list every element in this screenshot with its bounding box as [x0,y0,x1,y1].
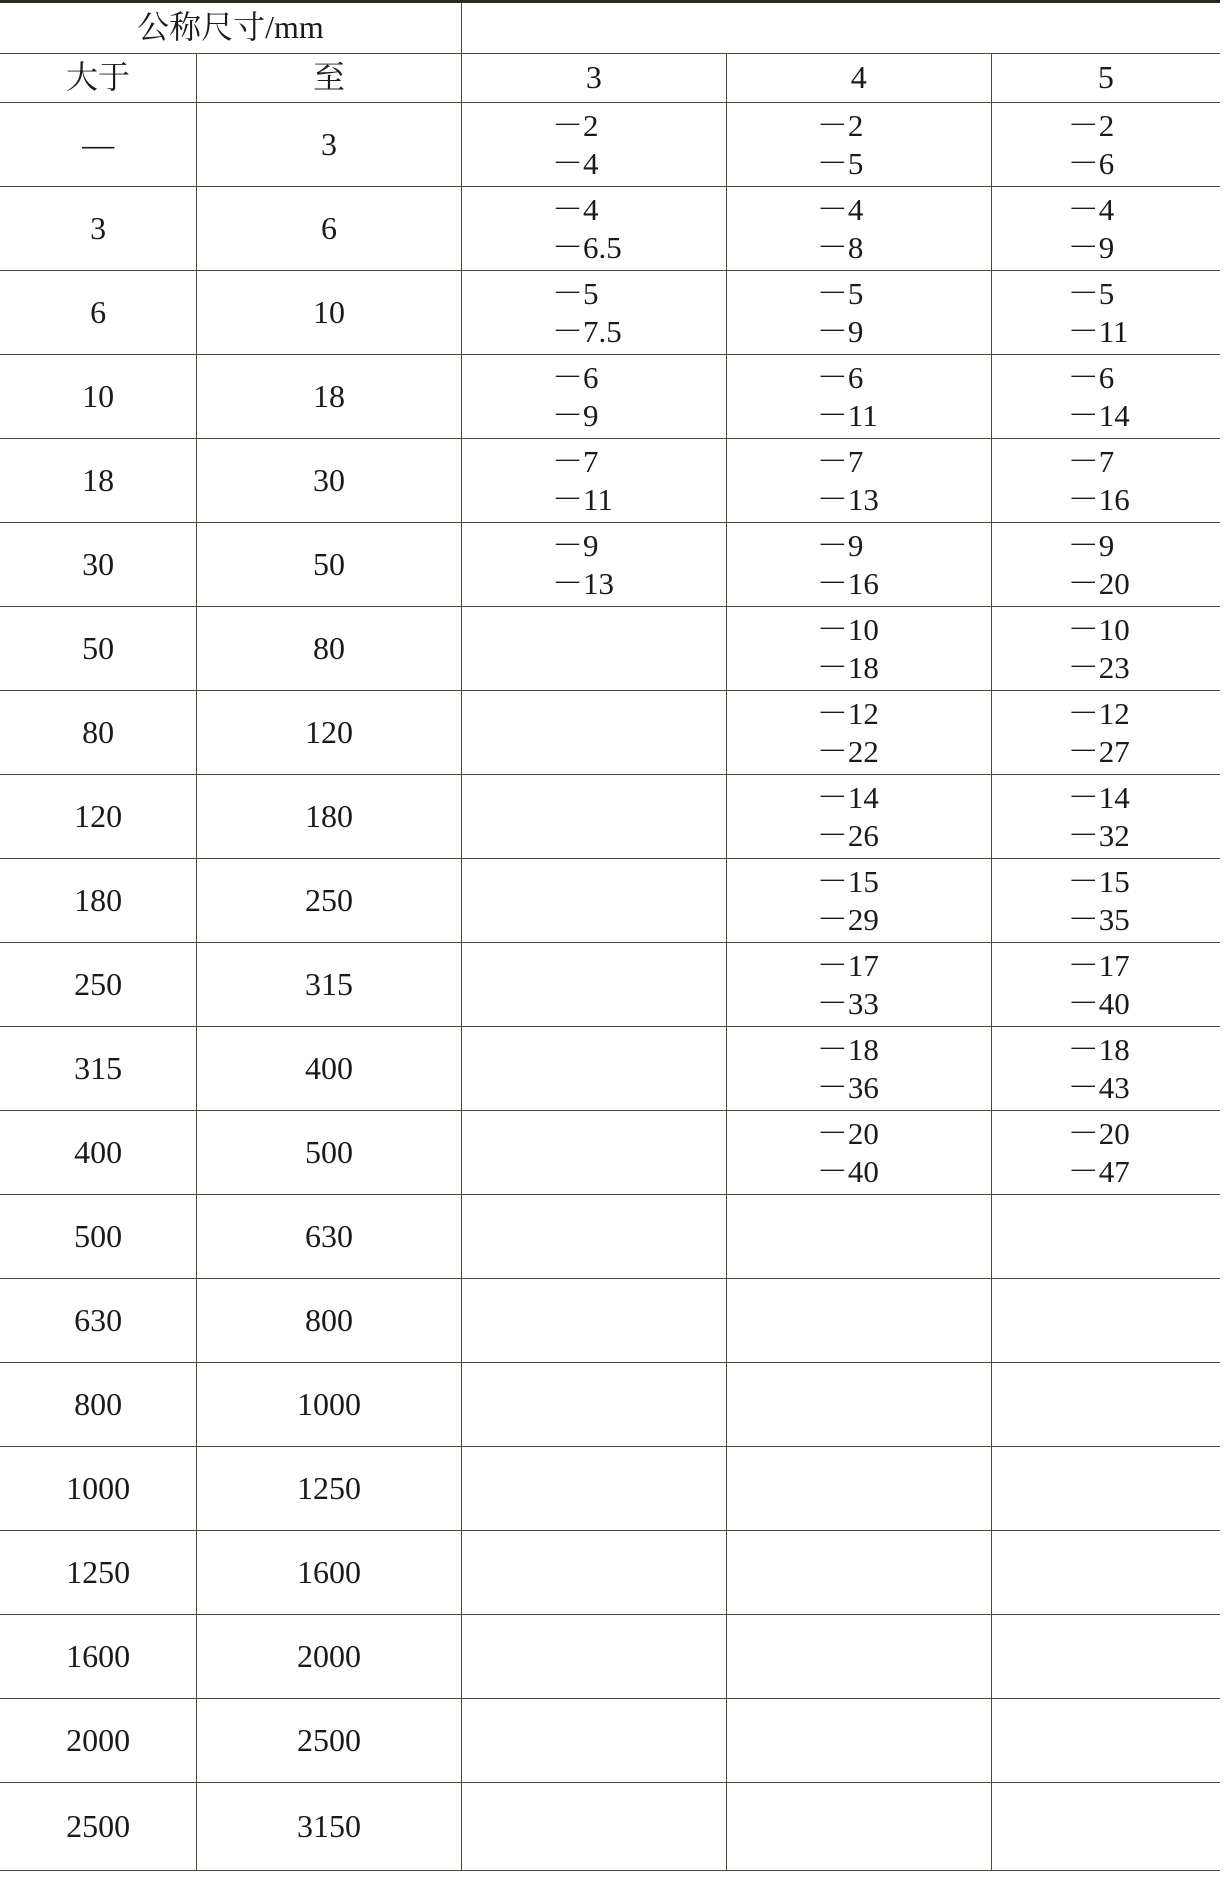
lower-deviation: －5 [816,145,864,181]
lower-deviation: －11 [816,397,878,433]
size-to-cell: 630 [197,1195,462,1279]
table-row [0,859,1220,943]
grade-5-deviation-cell [991,1195,1220,1279]
lower-deviation: －18 [816,649,879,685]
deviation-pair [1068,1115,1130,1191]
grade-4-deviation-cell [726,1447,991,1531]
size-to-cell: 400 [197,1027,462,1111]
grade-5-deviation-cell [991,187,1220,271]
lower-deviation: －43 [1067,1069,1130,1105]
deviation-pair [552,191,622,267]
over-header: 大于 [0,54,197,103]
table-row [0,103,1220,187]
lower-deviation: －20 [1067,565,1130,601]
grade-4-deviation-cell [726,271,991,355]
grade-3-deviation-cell [461,355,726,439]
deviation-pair [1068,107,1115,183]
size-over-cell: 800 [0,1363,197,1447]
upper-deviation: －9 [1067,527,1115,563]
size-to-cell: 3 [197,103,462,187]
deviation-pair [1068,947,1130,1023]
size-over-cell: 6 [0,271,197,355]
deviation-pair [552,443,613,519]
header-row-nominal-size [0,2,1220,54]
grade-4-deviation-cell [726,1699,991,1783]
size-to-cell: 50 [197,523,462,607]
grade-4-deviation-cell [726,691,991,775]
grade-5-deviation-cell [991,439,1220,523]
table-body [0,2,1220,1871]
lower-deviation: －29 [816,901,879,937]
grade-group-header [461,2,1220,54]
deviation-pair [817,1115,879,1191]
table-row [0,1111,1220,1195]
lower-deviation: －9 [1067,229,1115,265]
upper-deviation: －18 [1067,1031,1130,1067]
upper-deviation: －7 [1067,443,1115,479]
grade-4-deviation-cell [726,1279,991,1363]
size-over-cell: 3 [0,187,197,271]
grade-3-deviation-cell [461,1699,726,1783]
size-over-cell: 120 [0,775,197,859]
deviation-pair [817,443,879,519]
table-row [0,439,1220,523]
deviation-pair [552,359,599,435]
grade-3-deviation-cell [461,187,726,271]
size-to-cell: 6 [197,187,462,271]
upper-deviation: －20 [816,1115,879,1151]
size-over-cell: 10 [0,355,197,439]
grade-5-deviation-cell [991,1531,1220,1615]
upper-deviation: －6 [816,359,864,395]
grade-4-deviation-cell [726,103,991,187]
grade-4-deviation-cell [726,1027,991,1111]
upper-deviation: －17 [1067,947,1130,983]
table-row [0,1027,1220,1111]
grade-5-deviation-cell [991,775,1220,859]
size-over-cell: — [0,103,197,187]
size-over-cell: 630 [0,1279,197,1363]
lower-deviation: －7.5 [551,313,622,349]
deviation-pair [817,1031,879,1107]
size-over-cell: 250 [0,943,197,1027]
grade-4-deviation-cell [726,1195,991,1279]
grade-5-deviation-cell [991,1615,1220,1699]
upper-deviation: －15 [1067,863,1130,899]
grade-3-deviation-cell [461,607,726,691]
lower-deviation: －36 [816,1069,879,1105]
size-to-cell: 1000 [197,1363,462,1447]
size-to-cell: 500 [197,1111,462,1195]
lower-deviation: －16 [1067,481,1130,517]
table-row [0,271,1220,355]
upper-deviation: －10 [1067,611,1130,647]
deviation-pair [1068,443,1130,519]
table-row [0,1363,1220,1447]
upper-deviation: －6 [1067,359,1115,395]
grade-3-deviation-cell [461,523,726,607]
deviation-pair [817,947,879,1023]
deviation-pair [1068,611,1130,687]
table-row [0,943,1220,1027]
grade-3-deviation-cell [461,439,726,523]
deviation-pair [1068,695,1130,771]
size-over-cell: 1600 [0,1615,197,1699]
size-over-cell: 2000 [0,1699,197,1783]
size-over-cell: 18 [0,439,197,523]
grade-5-header: 5 [991,54,1220,103]
grade-5-deviation-cell [991,1363,1220,1447]
grade-3-deviation-cell [461,1195,726,1279]
grade-4-deviation-cell [726,1111,991,1195]
lower-deviation: －22 [816,733,879,769]
lower-deviation: －40 [1067,985,1130,1021]
upper-deviation: －12 [1067,695,1130,731]
size-to-cell: 2500 [197,1699,462,1783]
grade-3-deviation-cell [461,1615,726,1699]
lower-deviation: －16 [816,565,879,601]
deviation-pair [817,191,864,267]
grade-4-deviation-cell [726,1615,991,1699]
upper-deviation: －4 [551,191,599,227]
grade-3-header: 3 [461,54,726,103]
deviation-pair [552,275,622,351]
upper-deviation: －9 [816,527,864,563]
upper-deviation: －5 [816,275,864,311]
lower-deviation: －13 [551,565,614,601]
upper-deviation: －5 [1067,275,1115,311]
grade-3-deviation-cell [461,1279,726,1363]
lower-deviation: －35 [1067,901,1130,937]
grade-5-deviation-cell [991,691,1220,775]
deviation-pair [817,275,864,351]
grade-4-deviation-cell [726,439,991,523]
grade-3-deviation-cell [461,943,726,1027]
grade-5-deviation-cell [991,1027,1220,1111]
upper-deviation: －18 [816,1031,879,1067]
grade-5-deviation-cell [991,1783,1220,1871]
grade-3-deviation-cell [461,1531,726,1615]
size-to-cell: 2000 [197,1615,462,1699]
upper-deviation: －15 [816,863,879,899]
size-to-cell: 3150 [197,1783,462,1871]
header-row-columns [0,54,1220,103]
grade-5-deviation-cell [991,1699,1220,1783]
lower-deviation: －33 [816,985,879,1021]
deviation-pair [1068,779,1130,855]
deviation-pair [552,107,599,183]
lower-deviation: －9 [551,397,599,433]
size-to-cell: 80 [197,607,462,691]
grade-4-deviation-cell [726,187,991,271]
upper-deviation: －4 [1067,191,1115,227]
size-over-cell: 2500 [0,1783,197,1871]
grade-3-deviation-cell [461,1363,726,1447]
deviation-pair [1068,275,1129,351]
lower-deviation: －11 [1067,313,1129,349]
upper-deviation: －17 [816,947,879,983]
grade-3-deviation-cell [461,775,726,859]
upper-deviation: －9 [551,527,599,563]
grade-3-deviation-cell [461,103,726,187]
size-to-cell: 180 [197,775,462,859]
table-row [0,1783,1220,1871]
grade-5-deviation-cell [991,859,1220,943]
lower-deviation: －9 [816,313,864,349]
grade-4-deviation-cell [726,1531,991,1615]
grade-5-deviation-cell [991,355,1220,439]
grade-3-deviation-cell [461,859,726,943]
lower-deviation: －23 [1067,649,1130,685]
lower-deviation: －27 [1067,733,1130,769]
grade-4-deviation-cell [726,943,991,1027]
table-row [0,1279,1220,1363]
deviation-pair [817,779,879,855]
upper-deviation: －7 [551,443,599,479]
lower-deviation: －6 [1067,145,1115,181]
upper-deviation: －14 [1067,779,1130,815]
size-to-cell: 120 [197,691,462,775]
deviation-pair [817,107,864,183]
table-row [0,187,1220,271]
grade-4-deviation-cell [726,523,991,607]
size-over-cell: 1000 [0,1447,197,1531]
grade-5-deviation-cell [991,1447,1220,1531]
upper-deviation: －2 [1067,107,1115,143]
grade-3-deviation-cell [461,1027,726,1111]
size-over-cell: 500 [0,1195,197,1279]
lower-deviation: －14 [1067,397,1130,433]
upper-deviation: －5 [551,275,599,311]
grade-5-deviation-cell [991,943,1220,1027]
grade-4-deviation-cell [726,607,991,691]
table-row [0,607,1220,691]
upper-deviation: －2 [551,107,599,143]
size-to-cell: 800 [197,1279,462,1363]
lower-deviation: －11 [551,481,613,517]
deviation-pair [817,359,878,435]
size-over-cell: 315 [0,1027,197,1111]
lower-deviation: －6.5 [551,229,622,265]
table-row [0,355,1220,439]
grade-4-deviation-cell [726,1783,991,1871]
lower-deviation: －40 [816,1153,879,1189]
grade-3-deviation-cell [461,271,726,355]
deviation-pair [1068,359,1130,435]
size-over-cell: 50 [0,607,197,691]
upper-deviation: －4 [816,191,864,227]
grade-5-deviation-cell [991,1111,1220,1195]
grade-4-deviation-cell [726,355,991,439]
grade-3-deviation-cell [461,1447,726,1531]
lower-deviation: －26 [816,817,879,853]
grade-3-deviation-cell [461,691,726,775]
size-to-cell: 315 [197,943,462,1027]
size-over-cell: 80 [0,691,197,775]
upper-deviation: －6 [551,359,599,395]
size-to-cell: 250 [197,859,462,943]
grade-5-deviation-cell [991,523,1220,607]
size-to-cell: 10 [197,271,462,355]
lower-deviation: －4 [551,145,599,181]
grade-5-deviation-cell [991,607,1220,691]
lower-deviation: －47 [1067,1153,1130,1189]
size-over-cell: 1250 [0,1531,197,1615]
table-row [0,523,1220,607]
table-row [0,1615,1220,1699]
table-row [0,1195,1220,1279]
grade-3-deviation-cell [461,1783,726,1871]
upper-deviation: －10 [816,611,879,647]
grade-4-deviation-cell [726,1363,991,1447]
grade-4-header: 4 [726,54,991,103]
lower-deviation: －13 [816,481,879,517]
deviation-pair [817,527,879,603]
table-row [0,1699,1220,1783]
deviation-pair [1068,1031,1130,1107]
grade-5-deviation-cell [991,271,1220,355]
table-row [0,1447,1220,1531]
grade-4-deviation-cell [726,775,991,859]
deviation-pair [817,863,879,939]
table-row [0,775,1220,859]
upper-deviation: －14 [816,779,879,815]
size-over-cell: 400 [0,1111,197,1195]
upper-deviation: －12 [816,695,879,731]
lower-deviation: －32 [1067,817,1130,853]
deviation-pair [1068,863,1130,939]
size-to-cell: 30 [197,439,462,523]
deviation-pair [1068,191,1115,267]
size-to-cell: 1250 [197,1447,462,1531]
table-row [0,691,1220,775]
size-over-cell: 180 [0,859,197,943]
table-row [0,1531,1220,1615]
deviation-pair [817,695,879,771]
deviation-pair [817,611,879,687]
size-to-cell: 18 [197,355,462,439]
deviation-pair [552,527,614,603]
grade-4-deviation-cell [726,859,991,943]
deviation-pair [1068,527,1130,603]
size-to-cell: 1600 [197,1531,462,1615]
up-to-header: 至 [197,54,462,103]
upper-deviation: －2 [816,107,864,143]
size-over-cell: 30 [0,523,197,607]
lower-deviation: －8 [816,229,864,265]
grade-5-deviation-cell [991,1279,1220,1363]
grade-5-deviation-cell [991,103,1220,187]
upper-deviation: －20 [1067,1115,1130,1151]
upper-deviation: －7 [816,443,864,479]
grade-3-deviation-cell [461,1111,726,1195]
nominal-size-header: 公称尺寸/mm [0,2,461,54]
